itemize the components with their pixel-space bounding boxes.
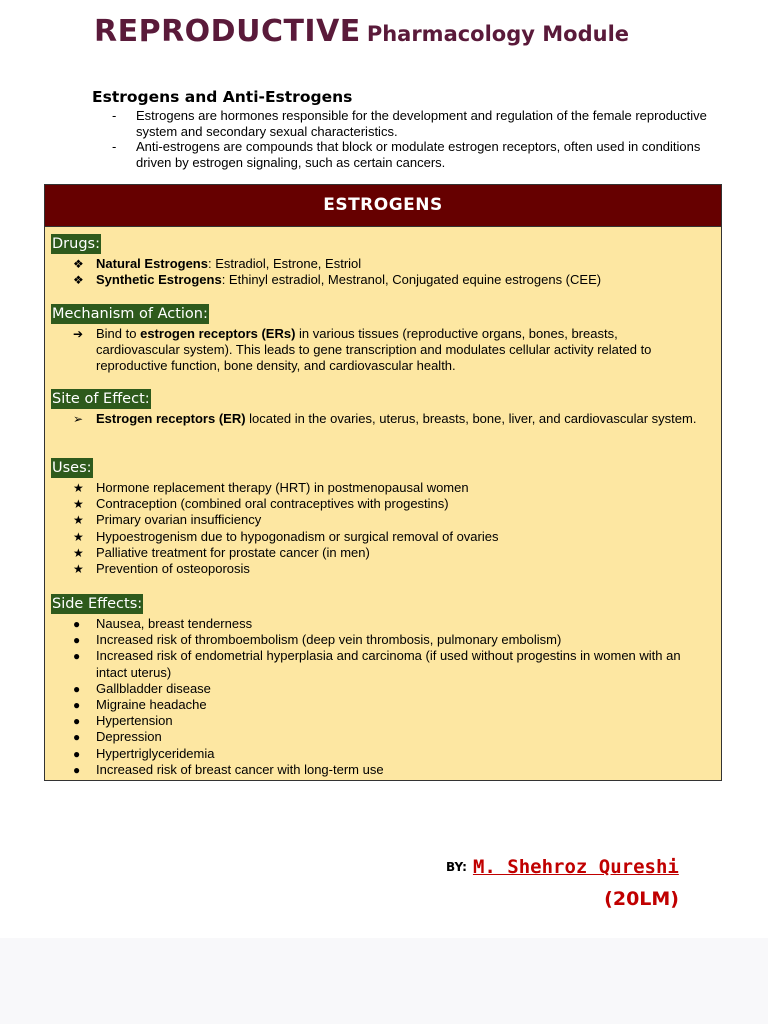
dot-bullet-icon: ● — [73, 730, 81, 745]
list-item: ● Hypertriglyceridemia — [73, 745, 215, 761]
section-label-site: Site of Effect: — [52, 391, 150, 407]
list-item: ● Depression — [73, 729, 162, 745]
list-item: ● Increased risk of thromboembolism (deep vein thrombosis, pulmonary embolism) — [73, 632, 562, 648]
intro-heading: Estrogens and Anti-Estrogens — [92, 88, 353, 106]
diamond-bullet-icon: ❖ — [73, 273, 84, 288]
page-title — [94, 14, 629, 49]
author-credit — [446, 856, 679, 878]
author-code: (20LM) — [604, 888, 679, 910]
box-title: ESTROGENS — [45, 185, 721, 227]
dot-bullet-icon: ● — [73, 649, 81, 664]
list-item: ★ Prevention of osteoporosis — [73, 561, 250, 577]
star-bullet-icon: ★ — [73, 545, 84, 560]
side-effects-list — [51, 616, 705, 778]
site-list — [51, 411, 705, 427]
star-bullet-icon: ★ — [73, 497, 84, 512]
list-item: ★ Hormone replacement therapy (HRT) in postmenopausal women — [73, 480, 469, 495]
drugs-list — [51, 256, 705, 288]
dot-bullet-icon: ● — [73, 746, 81, 761]
list-item: ● Migraine headache — [73, 697, 207, 713]
uses-section — [51, 458, 705, 577]
dot-bullet-icon: ● — [73, 762, 81, 777]
mechanism-section — [51, 304, 705, 375]
dot-bullet-icon: ● — [73, 714, 81, 729]
estrogens-box — [44, 184, 722, 781]
dot-bullet-icon: ● — [73, 633, 81, 648]
list-item: ➢ Estrogen receptors (ER) located in the ovaries, uterus, breasts, bone, liver, and cardiovascular system. — [73, 411, 697, 426]
list-item: ● Increased risk of endometrial hyperplasia and carcinoma (if used without progestins in women with an intact uterus) — [73, 648, 681, 680]
list-item: ★ Contraception (combined oral contraceptives with progestins) — [73, 496, 449, 512]
list-item: ● Gallbladder disease — [73, 680, 211, 696]
list-item: ❖ Natural Estrogens: Estradiol, Estrone, Estriol — [73, 256, 362, 271]
dash-marker: - — [112, 139, 117, 154]
page-bottom-margin — [0, 938, 768, 1024]
list-item: - Estrogens are hormones responsible for the development and regulation of the female reproductive system and secondary sexual characteristics. — [112, 108, 707, 139]
mechanism-list — [51, 326, 705, 375]
section-label-drugs: Drugs: — [52, 236, 100, 252]
star-bullet-icon: ★ — [73, 529, 84, 544]
list-item: ● Hypertension — [73, 713, 173, 729]
diamond-bullet-icon: ❖ — [73, 257, 84, 271]
list-item: ★ Primary ovarian insufficiency — [73, 512, 262, 528]
intro-section — [92, 88, 712, 170]
title-sub: Pharmacology Module — [366, 22, 630, 46]
dot-bullet-icon: ● — [73, 681, 81, 696]
section-label-uses: Uses: — [52, 460, 92, 476]
section-label-side-effects: Side Effects: — [52, 596, 143, 612]
arrow-bullet-icon: ➔ — [73, 327, 84, 341]
list-item: - Anti-estrogens are compounds that block or modulate estrogen receptors, often used in conditions driven by estrogen signaling, such as certain cancers. — [112, 139, 701, 170]
by-label: BY: — [446, 860, 467, 874]
star-bullet-icon: ★ — [73, 562, 84, 577]
list-item: ➔ Bind to estrogen receptors (ERs) in various tissues (reproductive organs, bones, breasts, cardiovascular system). This leads to gene transcription and modulates cellular activity related to reproductive function, bone density, and cardiovascular health. — [73, 326, 652, 374]
list-item: ❖ Synthetic Estrogens: Ethinyl estradiol, Mestranol, Conjugated equine estrogens (CEE) — [73, 272, 602, 288]
drugs-section — [51, 234, 705, 288]
list-item: ● Increased risk of breast cancer with long-term use — [73, 761, 384, 777]
uses-list — [51, 480, 705, 577]
arrowhead-bullet-icon: ➢ — [73, 412, 84, 426]
dash-marker: - — [112, 108, 117, 123]
site-section — [51, 389, 705, 427]
dot-bullet-icon: ● — [73, 617, 81, 631]
title-main: REPRODUCTIVE — [94, 14, 361, 49]
star-bullet-icon: ★ — [73, 513, 84, 528]
author-name: M. Shehroz Qureshi — [472, 856, 679, 878]
intro-list — [92, 108, 712, 170]
list-item: ★ Palliative treatment for prostate cancer (in men) — [73, 544, 370, 560]
section-label-mechanism: Mechanism of Action: — [52, 306, 208, 322]
list-item: ● Nausea, breast tenderness — [73, 616, 253, 631]
side-effects-section — [51, 594, 705, 778]
star-bullet-icon: ★ — [73, 481, 84, 495]
list-item: ★ Hypoestrogenism due to hypogonadism or surgical removal of ovaries — [73, 528, 499, 544]
dot-bullet-icon: ● — [73, 698, 81, 713]
